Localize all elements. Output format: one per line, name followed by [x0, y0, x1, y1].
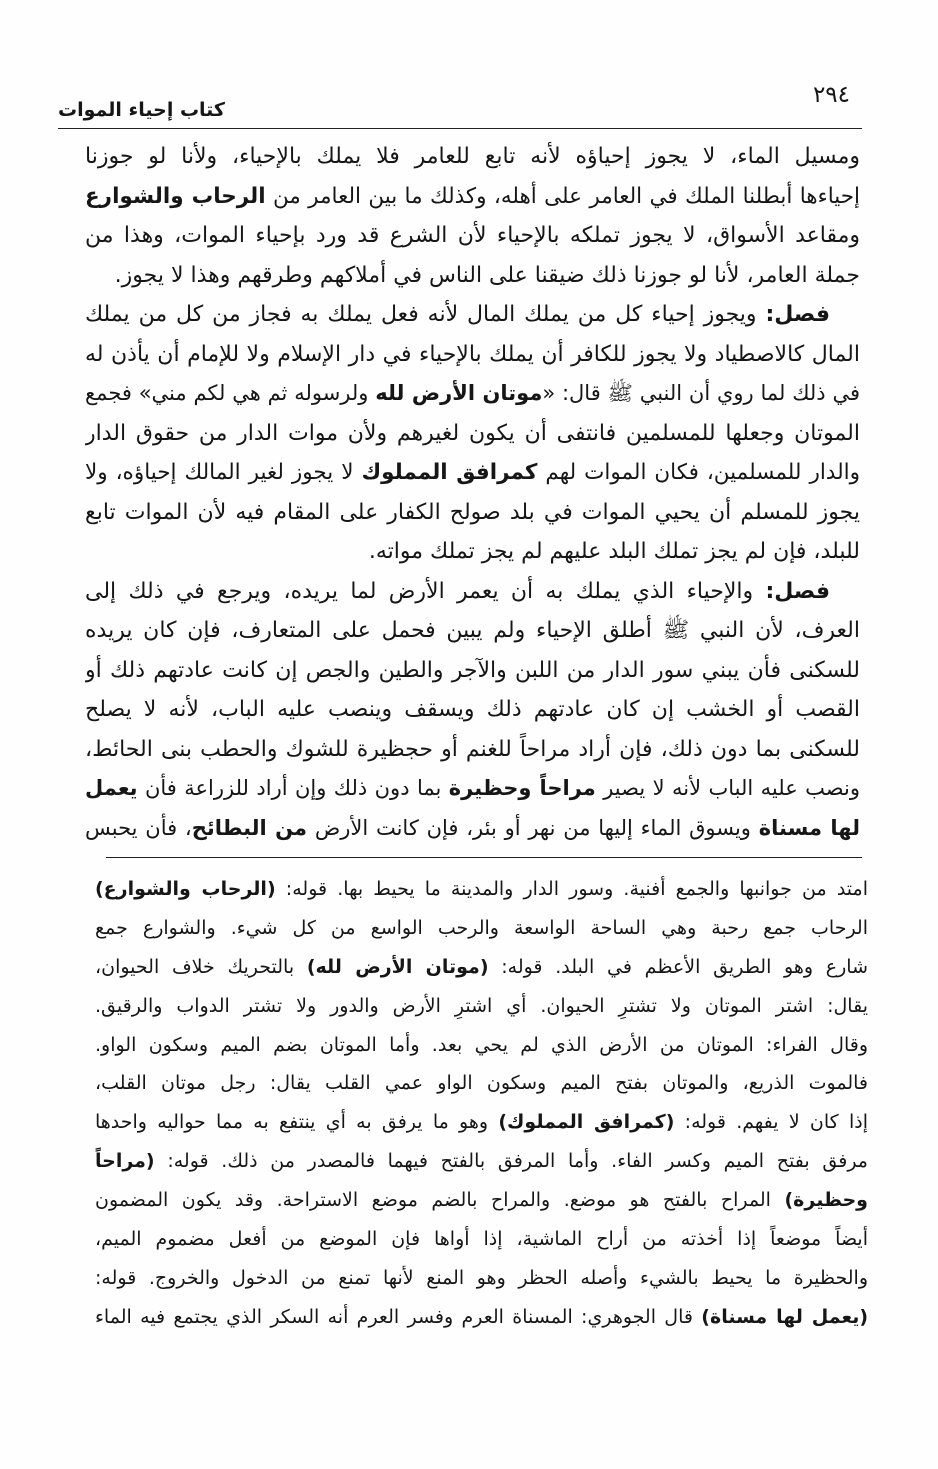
bold-term: (الرحاب والشوارع) — [95, 878, 276, 900]
text-run: الموتان وجعلها للمسلمين فانتفى أن يكون لغيرهم ولأن موات الدار من حقوق الدار — [85, 420, 860, 446]
main-text-line — [85, 137, 860, 177]
text-run: الرحاب جمع رحبة وهي الساحة الواسعة والرحب الواسع من كل شيء. والشوارع جمع — [95, 916, 868, 939]
text-run: بالتحريك خلاف الحيوان، — [95, 955, 307, 978]
text-run: بما دون ذلك وإن أراد للزراعة فأن — [137, 776, 449, 800]
text-run: ويجوز إحياء كل من يملك المال لأنه فعل يملك به فجاز من كل من يملك — [85, 302, 766, 327]
bold-term: لها مسناة — [758, 815, 860, 840]
text-run: ويسوق الماء إليها من نهر أو بئر، فإن كانت الأرض — [307, 815, 759, 840]
text-run: للسكنى فأن يبني سور الدار من اللبن والآجر والطين والجص إن كانت عادتهم ذلك أو — [85, 657, 860, 683]
text-run: المال كالاصطياد ولا يجوز للكافر أن يملك بالإحياء في دار الإسلام ولا للإمام أن يأذن له — [85, 341, 860, 367]
main-text-line — [85, 216, 860, 256]
bold-term: من البطائح — [191, 815, 308, 840]
main-text-line — [85, 651, 860, 691]
text-run: وقال الفراء: الموتان من الأرض الذي لم يحي بعد. وأما الموتان بضم الميم وسكون الواو. — [95, 1033, 868, 1056]
main-text-line — [85, 256, 860, 296]
text-run: يجوز للمسلم أن يحيي الموات في بلد صولح الكفار على المقام فيه لأن الموات تابع — [85, 499, 860, 525]
text-run: للبلد، فإن لم يجز تملك البلد عليهم لم يجز تملك مواته. — [368, 539, 860, 564]
footnote-line — [95, 1181, 868, 1220]
text-run: أيضاً موضعاً إذا أخذته من أراح الماشية، إذا أواها فإن الموضع من أفعل مضموم الميم، — [95, 1228, 868, 1251]
text-run: قال الجوهري: المسناة العرم وفسر العرم أنه السكر الذي يجتمع فيه الماء — [95, 1305, 702, 1328]
main-text-line — [85, 177, 860, 217]
main-text-line — [85, 611, 860, 651]
bold-term: وحظيرة) — [784, 1189, 868, 1212]
main-text-line — [85, 493, 860, 533]
text-run: وهو ما يرفق به أي ينتفع به مما حواليه واحدها — [95, 1111, 499, 1134]
text-run: للسكنى بما دون ذلك، فإن أراد مراحاً للغنم أو حجظيرة للشوك والحطب بنى الحائط، — [85, 736, 860, 762]
text-run: امتد من جوانبها والجمع أفنية. وسور الدار والمدينة ما يحيط بها. قوله: — [275, 878, 868, 900]
text-run: شارع وهو الطريق الأعظم في البلد. قوله: — [488, 955, 868, 978]
footnote-line — [95, 1259, 868, 1298]
bold-term: (موتان الأرض لله) — [306, 955, 489, 978]
footnote-line — [95, 909, 868, 948]
text-run: القصب أو الخشب إن كان عادتهم ذلك ويسقف وينصب عليه الباب، لأنه لا يصلح — [85, 697, 860, 722]
text-run: إذا كان لا يفهم. قوله: — [674, 1111, 868, 1134]
text-run: ومقاعد الأسواق، لا يجوز تملكه بالإحياء لأن الشرع قد ورد بإحياء الموات، وهذا من — [85, 223, 860, 248]
text-run: في ذلك لما روي أن النبي ﷺ قال: « — [542, 381, 860, 405]
bold-term: الرحاب والشوارع — [85, 183, 266, 209]
bold-term: يعمل — [85, 776, 138, 800]
footnote-line — [95, 1298, 868, 1337]
footnotes — [95, 870, 868, 1337]
footnote-separator — [106, 857, 862, 858]
section-heading-line — [85, 572, 860, 612]
footnote-line — [95, 1142, 868, 1181]
bold-term: موتان الأرض لله — [375, 381, 543, 405]
main-text-line — [85, 690, 860, 730]
footnote-line — [95, 1026, 868, 1065]
section-label: فصل: — [765, 302, 830, 327]
text-run: والدار للمسلمين، فكان الموات لهم — [537, 460, 860, 485]
footnote-line — [95, 870, 868, 909]
text-run: يقال: اشتر الموتان ولا تشترِ الحيوان. أي اشترِ الأرض والدور ولا تشتر الدواب والرقيق. — [95, 994, 868, 1017]
main-text — [85, 137, 860, 848]
main-text-line — [85, 374, 860, 414]
main-text-line — [85, 414, 860, 454]
bold-term: (مراحاً — [95, 1150, 155, 1173]
main-text-line — [85, 453, 860, 493]
bold-term: كمرافق المملوك — [361, 460, 538, 485]
text-run: والحظيرة ما يحيط بالشيء وأصله الحظر وهو المنع لأنها تمنع من الدخول والخروج. قوله: — [95, 1266, 868, 1289]
text-run: ولرسوله ثم هي لكم مني» فجمع — [85, 381, 376, 405]
text-run: المراح بالفتح هو موضع. والمراح بالضم موضع الاستراحة. وقد يكون المضمون — [95, 1189, 785, 1212]
text-run: فالموت الذريع، والموتان بفتح الميم وسكون الواو عمي القلب يقال: رجل موتان القلب، — [95, 1072, 868, 1095]
text-run: والإحياء الذي يملك به أن يعمر الأرض لما يريده، ويرجع في ذلك إلى — [85, 578, 766, 604]
footnote-line — [95, 948, 868, 987]
bold-term: (يعمل لها مسناة) — [701, 1305, 868, 1328]
header-rule — [58, 128, 862, 129]
page-number: ٢٩٤ — [812, 82, 850, 108]
main-text-line — [85, 769, 860, 809]
footnote-line — [95, 987, 868, 1026]
bold-term: مراحاً وحظيرة — [448, 776, 596, 800]
main-text-line — [85, 809, 860, 849]
text-run: مرفق بفتح الميم وكسر الفاء. وأما المرفق بالفتح فيهما فالمصدر من ذلك. قوله: — [154, 1150, 868, 1173]
text-run: ، فأن يحبس — [85, 815, 192, 840]
text-run: ومسيل الماء، لا يجوز إحياؤه لأنه تابع للعامر فلا يملك بالإحياء، ولأنا لو جوزنا — [85, 144, 860, 169]
running-title: كتاب إحياء الموات — [58, 99, 225, 121]
text-run: العرف، لأن النبي ﷺ أطلق الإحياء ولم يبين فحمل على المتعارف، فإن كان يريده — [85, 618, 860, 643]
main-text-line — [85, 532, 860, 572]
text-run: لا يجوز لغير المالك إحياؤه، ولا — [85, 460, 362, 485]
footnote-line — [95, 1103, 868, 1142]
bold-term: (كمرافق المملوك) — [498, 1111, 675, 1134]
text-run: جملة العامر، لأنا لو جوزنا ذلك ضيقنا على الناس في أملاكهم وطرقهم وهذا لا يجوز. — [114, 262, 860, 288]
main-text-line — [85, 335, 860, 375]
text-run: إحياءها أبطلنا الملك في العامر على أهله، وكذلك ما بين العامر من — [265, 183, 860, 209]
main-text-line — [85, 730, 860, 770]
section-label: فصل: — [765, 578, 830, 604]
footnote-line — [95, 1064, 868, 1103]
section-heading-line — [85, 295, 860, 335]
text-run: ونصب عليه الباب لأنه لا يصير — [595, 776, 860, 800]
footnote-line — [95, 1220, 868, 1259]
